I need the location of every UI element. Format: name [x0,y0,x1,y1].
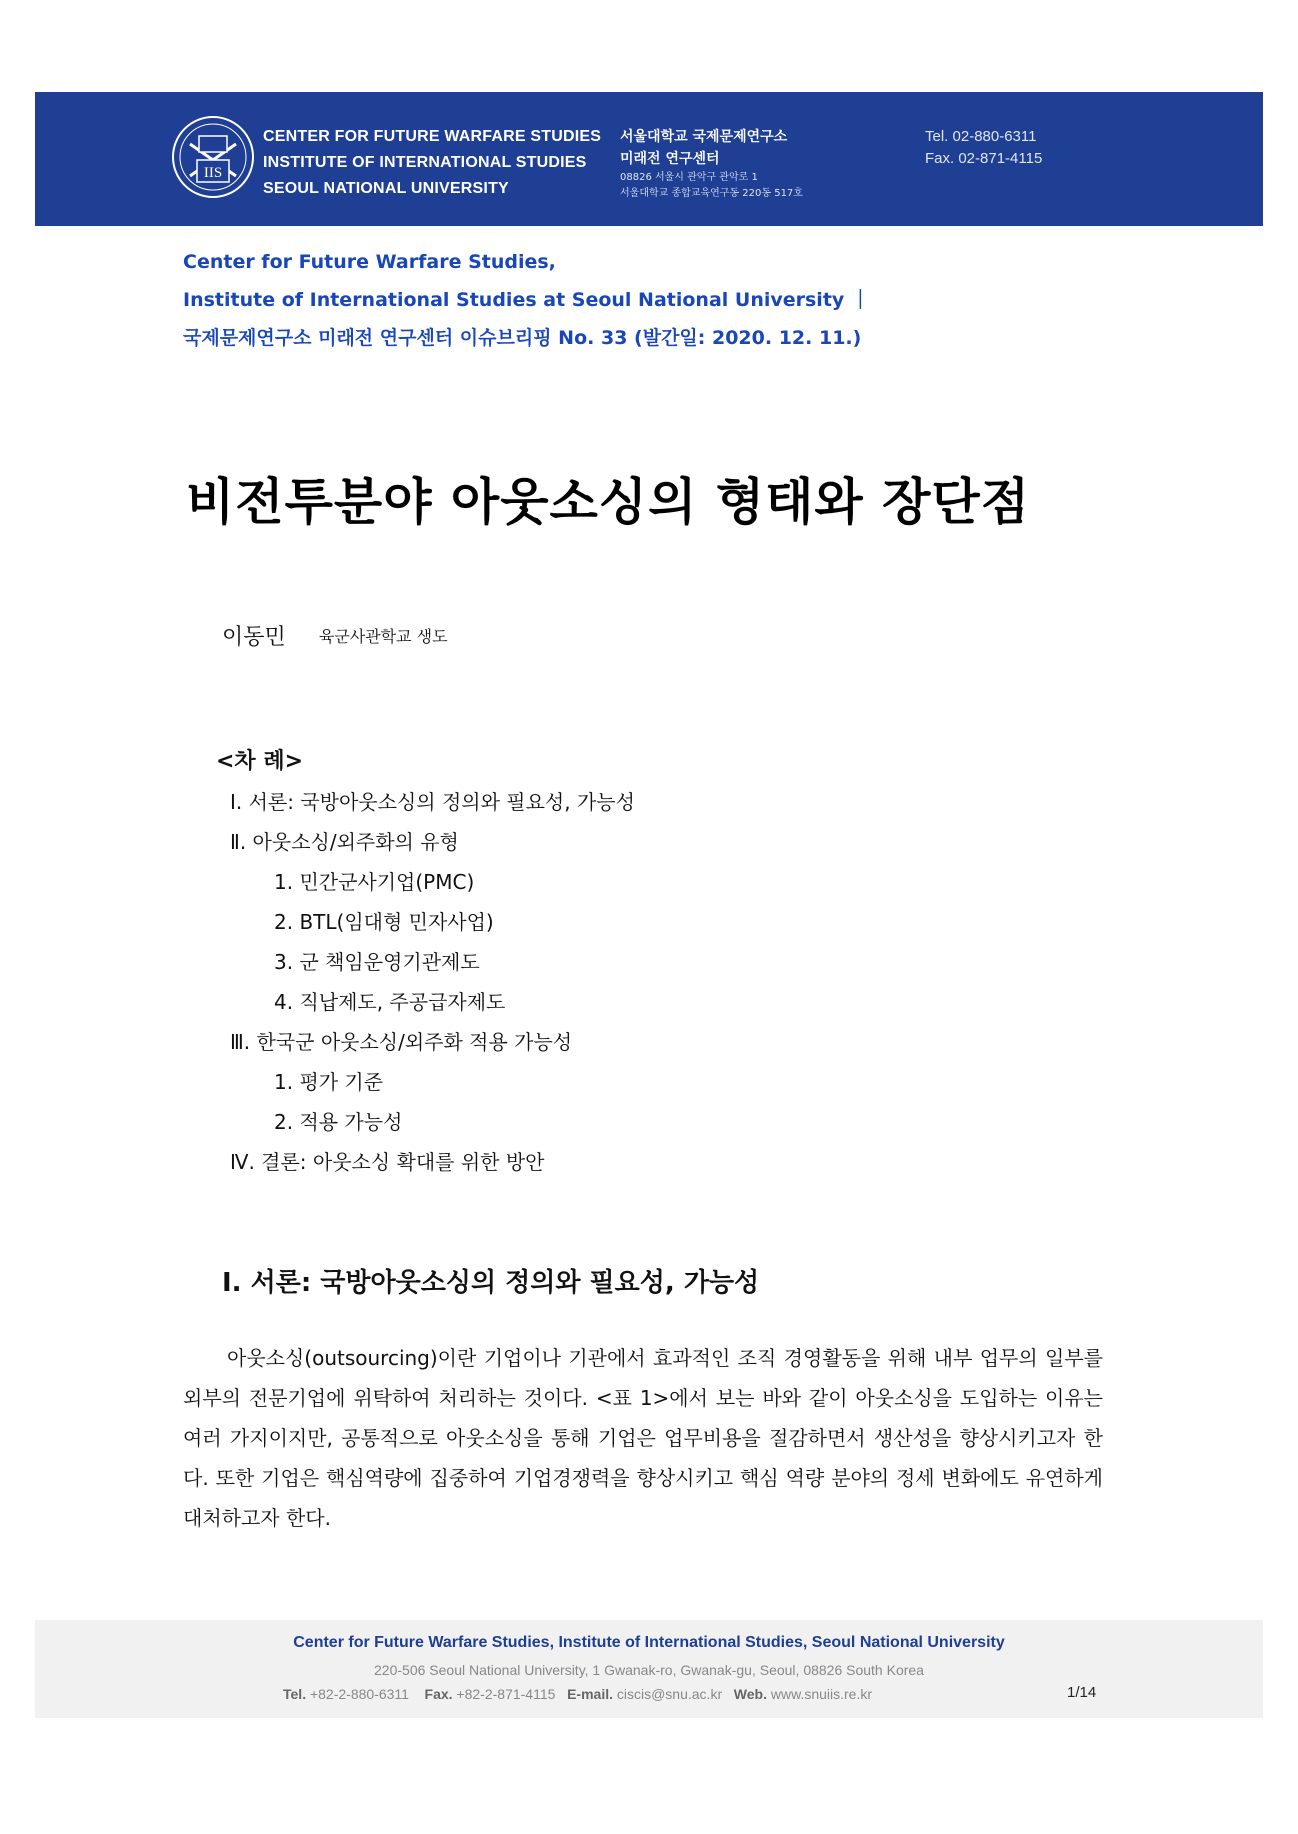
footer-email-link[interactable]: ciscis@snu.ac.kr [616,1686,723,1702]
brief-line1: Center for Future Warfare Studies, [183,251,556,273]
footer-web-link[interactable]: www.snuiis.re.kr [770,1686,873,1702]
toc-item: Ⅰ. 서론: 국방아웃소싱의 정의와 필요성, 가능성 [230,790,635,814]
author [222,620,448,651]
institution-name-en [263,124,601,202]
footer-email-label: E-mail. [567,1686,613,1702]
footer-address: 220-506 Seoul National University, 1 Gwanak-ro, Gwanak-gu, Seoul, 08826 South Korea [374,1662,924,1678]
toc-item: 2. BTL(임대형 민자사업) [274,910,494,934]
toc-item: Ⅳ. 결론: 아웃소싱 확대를 위한 방안 [230,1150,545,1174]
page-footer [35,1620,1263,1718]
institution-en-line2: INSTITUTE OF INTERNATIONAL STUDIES [263,154,587,171]
brief-info [183,243,870,357]
footer-fax-label: Fax. [424,1686,453,1702]
footer-institution: Center for Future Warfare Studies, Institute of International Studies, Seoul National University [293,1634,1005,1651]
institution-name-ko [620,126,803,202]
header-fax: Fax. 02-871-4115 [925,150,1043,167]
toc-item: 2. 적용 가능성 [274,1110,403,1134]
snu-iis-logo-icon [170,114,256,200]
toc-item: Ⅱ. 아웃소싱/외주화의 유형 [230,830,459,854]
footer-tel: +82-2-880-6311 [309,1686,409,1702]
logo-text: IIS [203,165,223,181]
institution-en-line3: SEOUL NATIONAL UNIVERSITY [263,180,509,197]
toc-item: 1. 민간군사기업(PMC) [274,870,475,894]
header-contact [925,126,1042,170]
address-ko-line1: 08826 서울시 관악구 관악로 1 [620,172,758,183]
toc-item: 3. 군 책임운영기관제도 [274,950,480,974]
toc-item: Ⅲ. 한국군 아웃소싱/외주화 적용 가능성 [230,1030,573,1054]
body-paragraph: 아웃소싱(outsourcing)이란 기업이나 기관에서 효과적인 조직 경영활동을 위해 내부 업무의 일부를 외부의 전문기업에 위탁하여 처리하는 것이다. <표 1>에서 보는 바와 같이 아웃소싱을 도입하는 이유는 여러 가지이지만, 공통적으로 아웃소싱을 통해 기업은 업무비용을 절감하면서 생산성을 향상시키고자 한다. 또한 기업은 핵심역량에 집중하여 기업경쟁력을 향상시키고 핵심 역량 분야의 정세 변화에도 유연하게 대처하고자 한다. [183,1346,1103,1530]
footer-fax: +82-2-871-4115 [456,1686,556,1702]
institution-ko-line2: 미래전 연구센터 [620,151,720,167]
brief-line3: 국제문제연구소 미래전 연구센터 이슈브리핑 No. 33 (발간일: 2020. 12. 11.) [183,327,862,349]
document-title: 비전투분야 아웃소싱의 형태와 장단점 [186,473,1031,531]
footer-contact [283,1686,872,1702]
toc-item: 1. 평가 기준 [274,1070,384,1094]
author-name: 이동민 [222,625,286,650]
institution-ko-line1: 서울대학교 국제문제연구소 [620,129,788,145]
footer-web-label: Web. [733,1686,767,1702]
toc-heading: <차 례> [216,749,304,774]
section-heading: Ⅰ. 서론: 국방아웃소싱의 정의와 필요성, 가능성 [222,1268,760,1298]
page-number: 1/14 [1067,1684,1097,1701]
header-banner [35,92,1263,226]
footer-tel-label: Tel. [283,1686,307,1702]
header-tel: Tel. 02-880-6311 [925,128,1037,145]
brief-line2: Institute of International Studies at Seoul National University ｜ [183,289,870,311]
toc-item: 4. 직납제도, 주공급자제도 [274,990,506,1014]
address-ko-line2: 서울대학교 종합교육연구동 220동 517호 [620,188,803,199]
institution-en-line1: CENTER FOR FUTURE WARFARE STUDIES [263,128,602,145]
author-affiliation: 육군사관학교 생도 [318,627,448,646]
